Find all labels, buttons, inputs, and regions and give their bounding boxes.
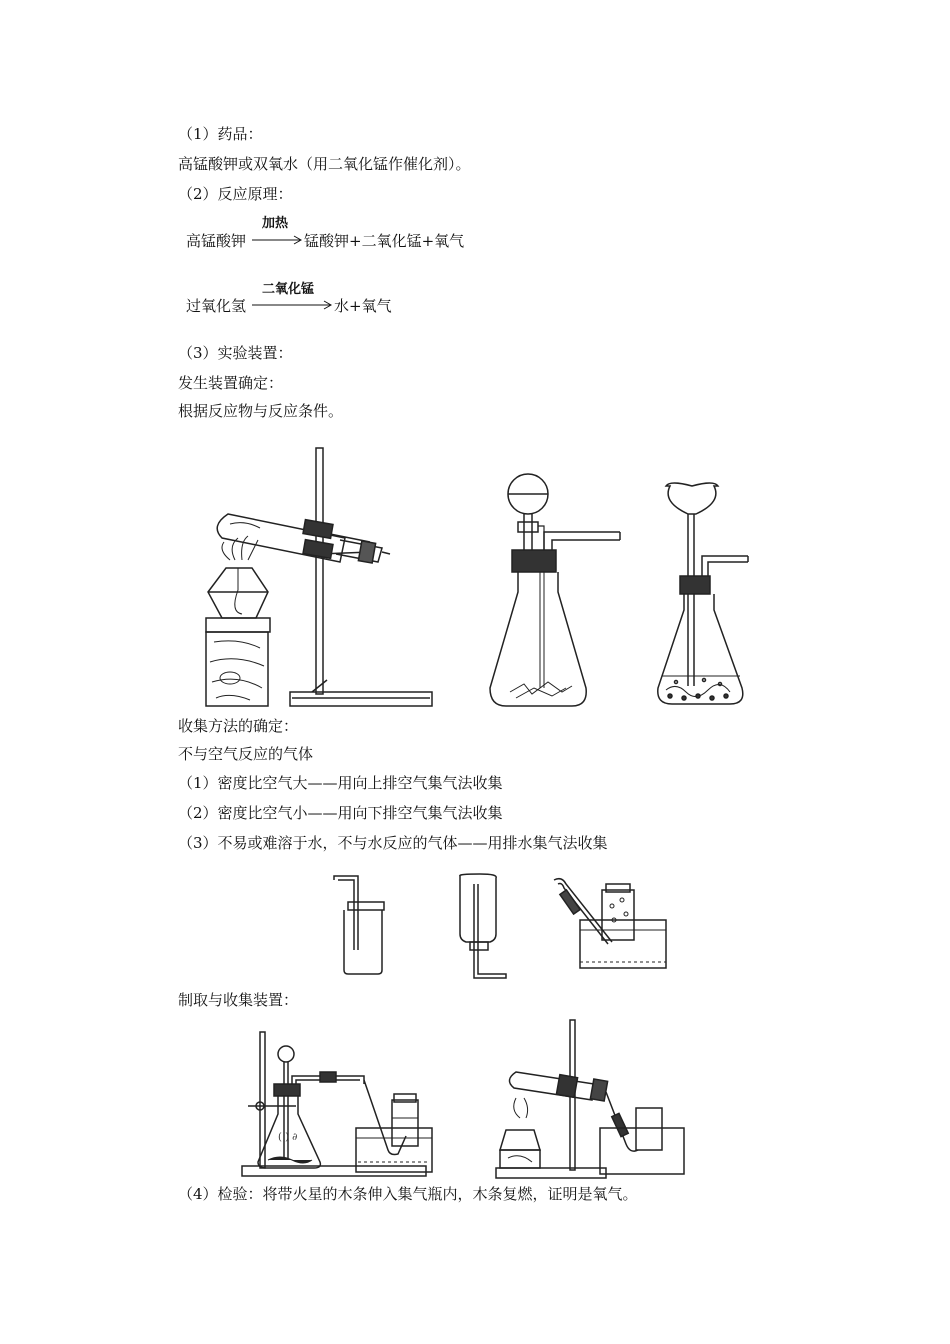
principle-heading: （2）反应原理： [178,185,293,203]
generation-apparatus-figure [200,442,760,714]
drugs-heading: （1）药品： [178,125,263,143]
downward-air-displacement [460,874,506,978]
reaction2-condition: 二氧化锰 [262,282,315,297]
collection-method-3: （3）不易或难溶于水，不与水反应的气体——用排水集气法收集 [178,834,608,852]
svg-text:( ) ∂: ( ) ∂ [278,1132,298,1143]
preparation-setup-figure [240,1018,636,1182]
drugs-text: 高锰酸钾或双氧水（用二氧化锰作催化剂）。 [178,155,471,173]
collection-method-1: （1）密度比空气大——用向上排空气集气法收集 [178,774,503,792]
upward-air-displacement [334,876,384,974]
reaction2-arrow [252,299,334,311]
generation-title: 发生装置确定： [178,374,284,392]
collection-subtitle: 不与空气反应的气体 [178,745,314,763]
apparatus-heading: （3）实验装置： [178,344,293,362]
reaction1-condition: 加热 [262,216,289,231]
test-text: （4）检验：将带火星的木条伸入集气瓶内，木条复燃，证明是氧气。 [178,1185,638,1203]
separatory-funnel-flask [490,474,620,706]
reaction1-arrow [252,234,304,246]
reaction1-reactant: 高锰酸钾 [186,232,247,250]
setup-title: 制取与收集装置： [178,991,299,1009]
generation-basis: 根据反应物与反应条件。 [178,402,344,420]
reaction2-reactant: 过氧化氢 [186,297,247,315]
collection-method-2: （2）密度比空气小——用向下排空气集气法收集 [178,804,503,822]
collection-title: 收集方法的确定： [178,717,299,735]
liquid-reactant-setup [242,1032,432,1176]
water-displacement [554,879,666,968]
reaction1-products: 锰酸钾+二氧化锰+氧气 [304,232,465,250]
heating-apparatus [206,448,432,706]
reaction2-products: 水+氧气 [334,297,392,315]
heated-solid-setup [496,1020,684,1178]
long-neck-funnel-flask [658,483,748,704]
collection-methods-figure [330,870,670,988]
